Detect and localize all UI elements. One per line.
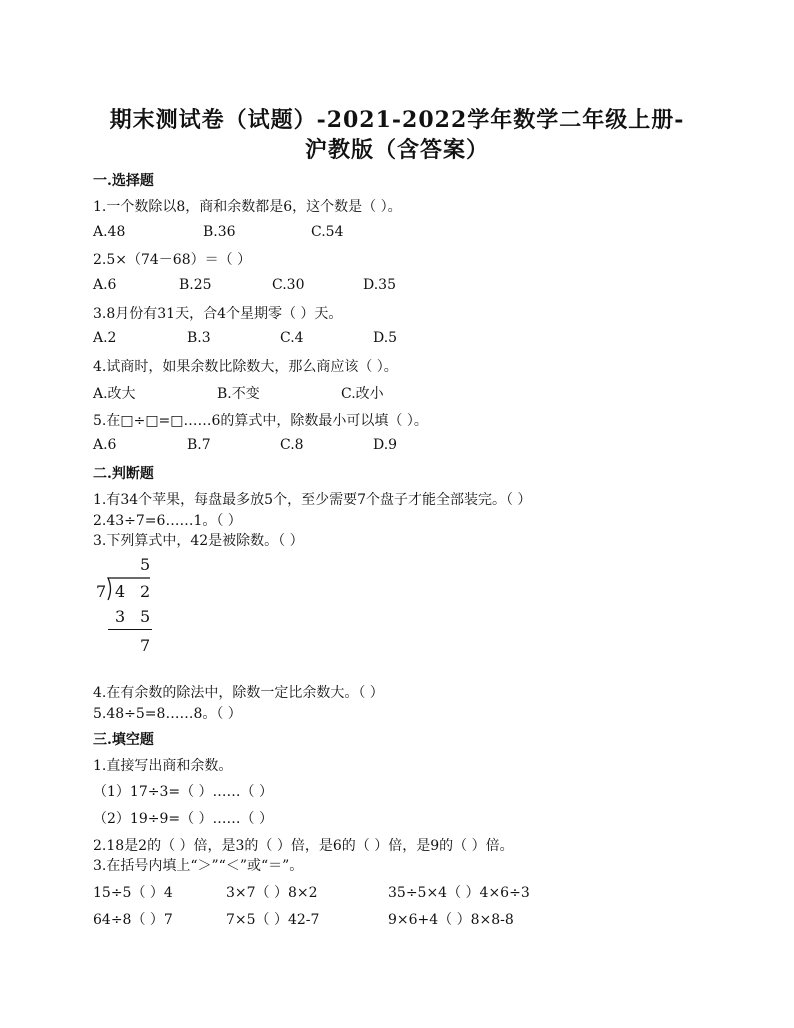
question-3-2: 2.18是2的（ ）倍，是3的（ ）倍，是6的（ ）倍，是9的（ ）倍。: [93, 838, 514, 854]
ld-divisor: 7: [96, 582, 107, 601]
option-1-2-d: D.35: [363, 277, 396, 293]
ld-product-digit-2: 5: [140, 607, 151, 626]
option-1-4-b: B.不变: [217, 386, 260, 402]
question-1-5: 5.在□÷□=□……6的算式中，除数最小可以填（ ）。: [93, 413, 428, 429]
option-1-3-d: D.5: [373, 330, 398, 346]
question-1-4: 4.试商时，如果余数比除数大，那么商应该（ ）。: [93, 359, 398, 375]
section-heading-choice: 一.选择题: [93, 173, 154, 189]
section-heading-judgement: 二.判断题: [93, 466, 154, 482]
ld-remainder: 7: [140, 636, 151, 655]
ld-dividend-digit-2: 2: [140, 582, 151, 601]
compare-1-3: 35÷5×4（ ）4×6÷3: [388, 885, 530, 901]
ld-subtract-line: [108, 629, 152, 630]
option-1-1-c: C.54: [311, 224, 344, 240]
question-3-3: 3.在括号内填上“＞”“＜”或“＝”。: [93, 858, 304, 874]
ld-quotient: 5: [140, 555, 151, 574]
question-3-1: 1.直接写出商和余数。: [93, 758, 233, 774]
option-1-1-b: B.36: [203, 224, 236, 240]
question-2-2: 2.43÷7=6……1。（ ）: [93, 513, 242, 529]
option-1-5-d: D.9: [373, 437, 398, 453]
question-1-3: 3.8月份有31天，合4个星期零（ ）天。: [93, 306, 343, 322]
option-1-5-a: A.6: [93, 437, 117, 453]
section-heading-fill: 三.填空题: [93, 732, 154, 748]
question-1-1: 1.一个数除以8，商和余数都是6，这个数是（ ）。: [93, 199, 402, 215]
option-1-3-a: A.2: [93, 330, 117, 346]
option-1-2-a: A.6: [93, 277, 117, 293]
question-3-1-part-2: （2）19÷9=（ ）……（ ）: [93, 811, 273, 827]
question-1-2: 2.5×（74－68）＝（ ）: [93, 252, 252, 268]
compare-1-1: 15÷5（ ）4: [93, 885, 173, 901]
option-1-5-b: B.7: [187, 437, 211, 453]
option-1-2-c: C.30: [272, 277, 305, 293]
page-title-line1: 期末测试卷（试题）-2021-2022学年数学二年级上册-: [109, 107, 685, 133]
ld-dividend-digit-1: 4: [115, 582, 126, 601]
question-2-4: 4.在有余数的除法中，除数一定比余数大。（ ）: [93, 685, 384, 701]
compare-2-3: 9×6+4（ ）8×8-8: [388, 912, 514, 928]
compare-1-2: 3×7（ ）8×2: [226, 885, 318, 901]
compare-2-2: 7×5（ ）42-7: [226, 912, 320, 928]
option-1-4-a: A.改大: [93, 386, 136, 402]
question-3-1-part-1: （1）17÷3=（ ）……（ ）: [93, 784, 273, 800]
question-2-5: 5.48÷5=8……8。（ ）: [93, 706, 242, 722]
page-title-line2: 沪教版（含答案）: [304, 137, 489, 163]
option-1-1-a: A.48: [93, 224, 126, 240]
question-2-3: 3.下列算式中，42是被除数。（ ）: [93, 533, 304, 549]
option-1-4-c: C.改小: [341, 386, 384, 402]
question-2-1: 1.有34个苹果，每盘最多放5个，至少需要7个盘子才能全部装完。（ ）: [93, 492, 532, 508]
option-1-3-b: B.3: [187, 330, 211, 346]
compare-2-1: 64÷8（ ）7: [93, 912, 173, 928]
option-1-5-c: C.8: [280, 437, 304, 453]
option-1-2-b: B.25: [179, 277, 212, 293]
option-1-3-c: C.4: [280, 330, 304, 346]
ld-product-digit-1: 3: [115, 607, 126, 626]
